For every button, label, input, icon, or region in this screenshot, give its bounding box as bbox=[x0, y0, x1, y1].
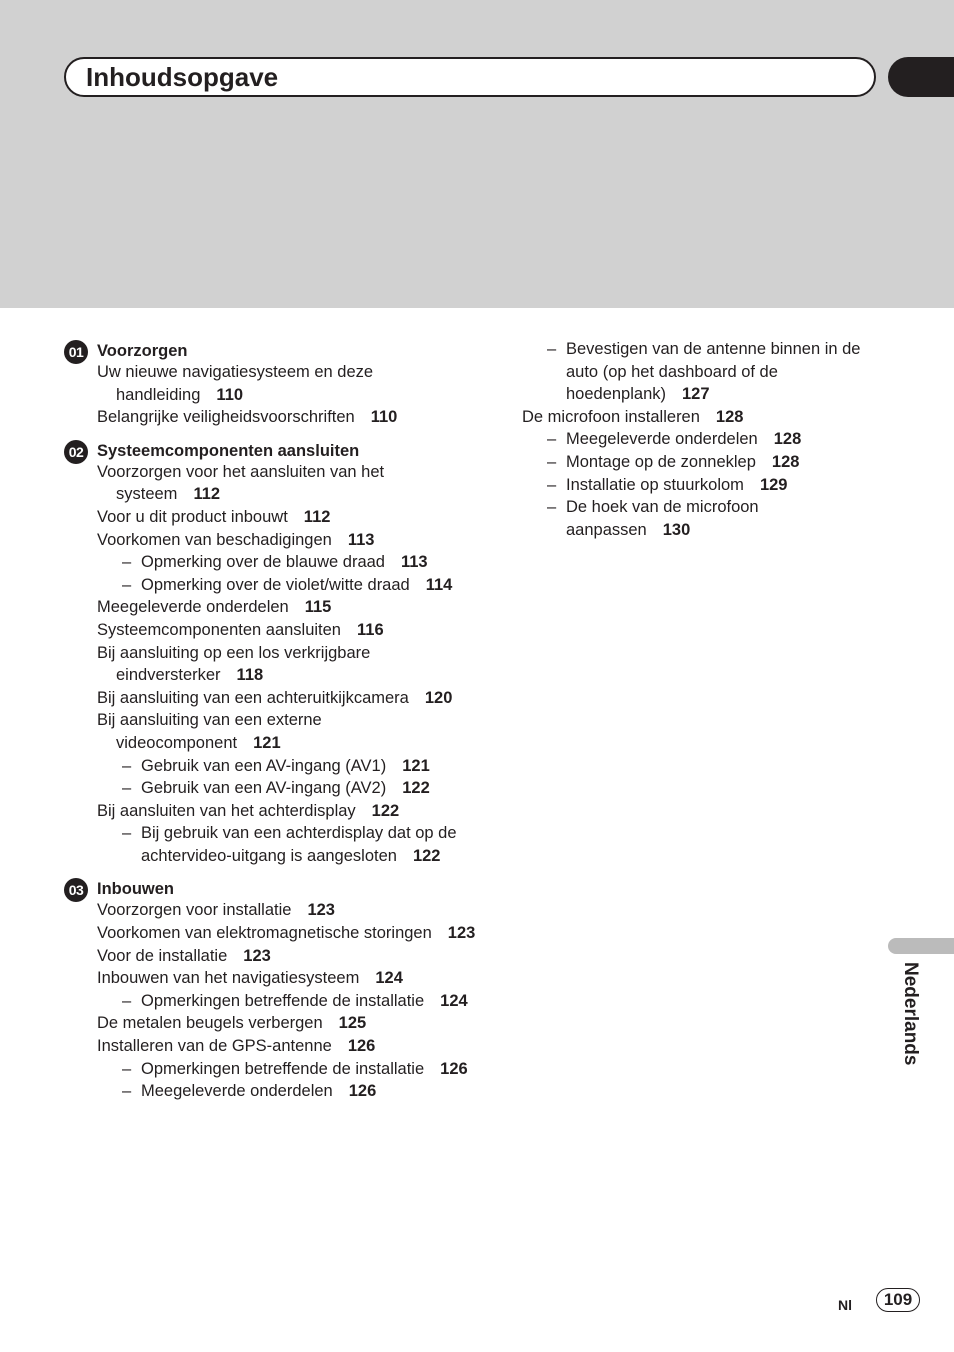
entry-text: Voor de installatie bbox=[97, 946, 228, 965]
toc-entry[interactable] bbox=[64, 596, 484, 619]
dash-bullet: – bbox=[122, 1082, 132, 1101]
entry-page-number: 129 bbox=[759, 475, 788, 494]
dash-bullet: – bbox=[122, 756, 132, 775]
section-heading bbox=[64, 438, 484, 461]
entry-page-number: 126 bbox=[347, 1037, 376, 1056]
entry-text: Voorkomen van elektromagnetische storingen bbox=[97, 924, 432, 943]
entry-page-number: 121 bbox=[253, 733, 281, 752]
entry-text: De microfoon installeren bbox=[522, 407, 700, 426]
section-number-badge: 02 bbox=[64, 440, 88, 464]
section-number-badge: 01 bbox=[64, 340, 88, 364]
toc-subentry[interactable] bbox=[522, 496, 882, 541]
entry-page-number: 130 bbox=[662, 520, 691, 539]
entry-page-number: 110 bbox=[370, 408, 398, 427]
section-entries bbox=[64, 461, 484, 868]
entry-text: Bij aansluiting op een los verkrijgbare eindversterker bbox=[97, 643, 371, 685]
entry-text: Opmerkingen betreffende de installatie bbox=[141, 1059, 425, 1078]
entry-page-number: 122 bbox=[402, 779, 430, 798]
page-number: 109 bbox=[876, 1288, 920, 1312]
toc-subentry[interactable] bbox=[64, 990, 484, 1013]
entry-page-number: 128 bbox=[715, 407, 744, 426]
language-code: Nl bbox=[838, 1297, 852, 1313]
section-heading bbox=[64, 876, 484, 899]
dash-bullet: – bbox=[547, 430, 557, 449]
entry-page-number: 112 bbox=[193, 485, 221, 504]
toc-subentry[interactable] bbox=[522, 451, 882, 474]
toc-entry[interactable] bbox=[64, 1035, 484, 1058]
entry-text: Meegeleverde onderdelen bbox=[97, 598, 289, 617]
section-heading bbox=[64, 338, 484, 361]
entry-text: Opmerkingen betreffende de installatie bbox=[141, 991, 425, 1010]
entry-page-number: 122 bbox=[371, 801, 400, 820]
dash-bullet: – bbox=[122, 575, 132, 594]
entry-page-number: 120 bbox=[424, 688, 453, 707]
entry-text: Bij aansluiten van het achterdisplay bbox=[97, 801, 356, 820]
entry-page-number: 126 bbox=[440, 1059, 468, 1078]
section-entries bbox=[64, 899, 484, 1102]
toc-subentry[interactable] bbox=[64, 822, 484, 867]
toc-subentry[interactable] bbox=[64, 755, 484, 778]
toc-entry[interactable] bbox=[64, 922, 484, 945]
toc-entry[interactable] bbox=[522, 406, 882, 429]
dash-bullet: – bbox=[122, 824, 132, 843]
toc-entry[interactable] bbox=[64, 619, 484, 642]
entry-text: De hoek van de microfoon aanpassen bbox=[566, 498, 759, 539]
toc-entry[interactable] bbox=[64, 967, 484, 990]
toc-entry[interactable] bbox=[64, 945, 484, 968]
entry-page-number: 128 bbox=[773, 430, 802, 449]
entry-text: Voor u dit product inbouwt bbox=[97, 507, 288, 526]
entry-text: Inbouwen van het navigatiesysteem bbox=[97, 969, 360, 988]
entry-page-number: 113 bbox=[400, 553, 428, 572]
dash-bullet: – bbox=[122, 1059, 132, 1078]
entry-text: Installatie op stuurkolom bbox=[566, 475, 744, 494]
entry-page-number: 123 bbox=[243, 946, 271, 965]
toc-entry[interactable] bbox=[64, 800, 484, 823]
entry-page-number: 124 bbox=[440, 991, 468, 1010]
entry-text: Belangrijke veiligheidsvoorschriften bbox=[97, 408, 355, 427]
entry-page-number: 113 bbox=[347, 530, 375, 549]
entry-text: Bij gebruik van een achterdisplay dat op de achtervideo-uitgang is aangesloten bbox=[141, 824, 457, 865]
toc-subentry[interactable] bbox=[522, 338, 882, 406]
toc-entry[interactable] bbox=[64, 899, 484, 922]
toc-entry[interactable] bbox=[64, 642, 484, 687]
toc-entry[interactable] bbox=[64, 506, 484, 529]
entry-page-number: 114 bbox=[425, 575, 453, 594]
toc-subentry[interactable] bbox=[64, 574, 484, 597]
entry-text: Montage op de zonneklep bbox=[566, 452, 756, 471]
entry-text: Bij aansluiting van een externe videocomponent bbox=[97, 711, 322, 752]
title-box bbox=[64, 57, 876, 97]
toc-entry[interactable] bbox=[64, 709, 484, 754]
entry-page-number: 122 bbox=[412, 846, 441, 865]
toc-entry[interactable] bbox=[64, 1012, 484, 1035]
entry-page-number: 125 bbox=[338, 1014, 367, 1033]
dash-bullet: – bbox=[547, 452, 557, 471]
section-number-badge: 03 bbox=[64, 878, 88, 902]
toc-entry[interactable] bbox=[64, 687, 484, 710]
toc-subentry[interactable] bbox=[522, 474, 882, 497]
toc-subentry[interactable] bbox=[64, 551, 484, 574]
entry-text: Meegeleverde onderdelen bbox=[141, 1082, 333, 1101]
entry-page-number: 127 bbox=[682, 385, 710, 404]
entry-text: De metalen beugels verbergen bbox=[97, 1014, 323, 1033]
section-title: Voorzorgen bbox=[97, 342, 188, 360]
dash-bullet: – bbox=[122, 553, 132, 572]
toc-subentry[interactable] bbox=[64, 777, 484, 800]
entry-text: Systeemcomponenten aansluiten bbox=[97, 620, 341, 639]
entry-text: Voorzorgen voor het aansluiten van het systeem bbox=[97, 462, 385, 504]
toc-entry[interactable] bbox=[64, 529, 484, 552]
entry-text: Bij aansluiting van een achteruitkijkcamera bbox=[97, 688, 409, 707]
entry-page-number: 123 bbox=[307, 901, 335, 920]
entry-text: Gebruik van een AV-ingang (AV1) bbox=[141, 756, 387, 775]
dash-bullet: – bbox=[122, 991, 132, 1010]
entry-text: Meegeleverde onderdelen bbox=[566, 430, 758, 449]
dash-bullet: – bbox=[547, 475, 557, 494]
entry-text: Installeren van de GPS-antenne bbox=[97, 1037, 332, 1056]
entry-page-number: 126 bbox=[348, 1082, 377, 1101]
entry-page-number: 124 bbox=[375, 969, 403, 988]
toc-section bbox=[64, 338, 484, 429]
entry-text: Bevestigen van de antenne binnen in de auto (op het dashboard of de hoedenplank) bbox=[566, 340, 861, 404]
entry-page-number: 115 bbox=[304, 598, 332, 617]
entry-page-number: 112 bbox=[303, 507, 331, 526]
entry-page-number: 110 bbox=[216, 385, 244, 404]
section-entries bbox=[64, 361, 484, 429]
language-label: Nederlands bbox=[900, 962, 921, 1066]
toc-subentry[interactable] bbox=[64, 1058, 484, 1081]
entry-page-number: 128 bbox=[771, 452, 800, 471]
section-title: Systeemcomponenten aansluiten bbox=[97, 441, 360, 460]
entry-page-number: 123 bbox=[447, 924, 476, 943]
entry-text: Opmerking over de violet/witte draad bbox=[141, 575, 410, 594]
entry-page-number: 121 bbox=[402, 756, 430, 775]
entry-page-number: 118 bbox=[236, 666, 264, 685]
entry-page-number: 116 bbox=[357, 620, 384, 639]
dash-bullet: – bbox=[547, 498, 557, 517]
section-title: Inbouwen bbox=[97, 880, 174, 899]
header-band bbox=[0, 0, 954, 308]
toc-entry[interactable] bbox=[64, 461, 484, 506]
toc-subentry[interactable] bbox=[522, 428, 882, 451]
dash-bullet: – bbox=[547, 340, 557, 358]
entry-text: Voorzorgen voor installatie bbox=[97, 901, 292, 920]
toc-right-column bbox=[522, 338, 882, 541]
toc-section bbox=[64, 876, 484, 1102]
toc-entry[interactable] bbox=[64, 361, 484, 406]
header-tab-marker bbox=[888, 57, 954, 97]
language-tab-marker bbox=[888, 938, 954, 954]
toc-section bbox=[64, 438, 484, 868]
entry-text: Uw nieuwe navigatiesysteem en deze handleiding bbox=[97, 363, 374, 404]
dash-bullet: – bbox=[122, 779, 132, 798]
entry-text: Opmerking over de blauwe draad bbox=[141, 553, 385, 572]
continuation-entries bbox=[522, 338, 882, 541]
toc-entry[interactable] bbox=[64, 406, 484, 429]
entry-text: Voorkomen van beschadigingen bbox=[97, 530, 332, 549]
page-title: Inhoudsopgave bbox=[86, 62, 279, 92]
toc-left-column bbox=[64, 338, 484, 1112]
entry-text: Gebruik van een AV-ingang (AV2) bbox=[141, 779, 387, 798]
toc-subentry[interactable] bbox=[64, 1080, 484, 1103]
